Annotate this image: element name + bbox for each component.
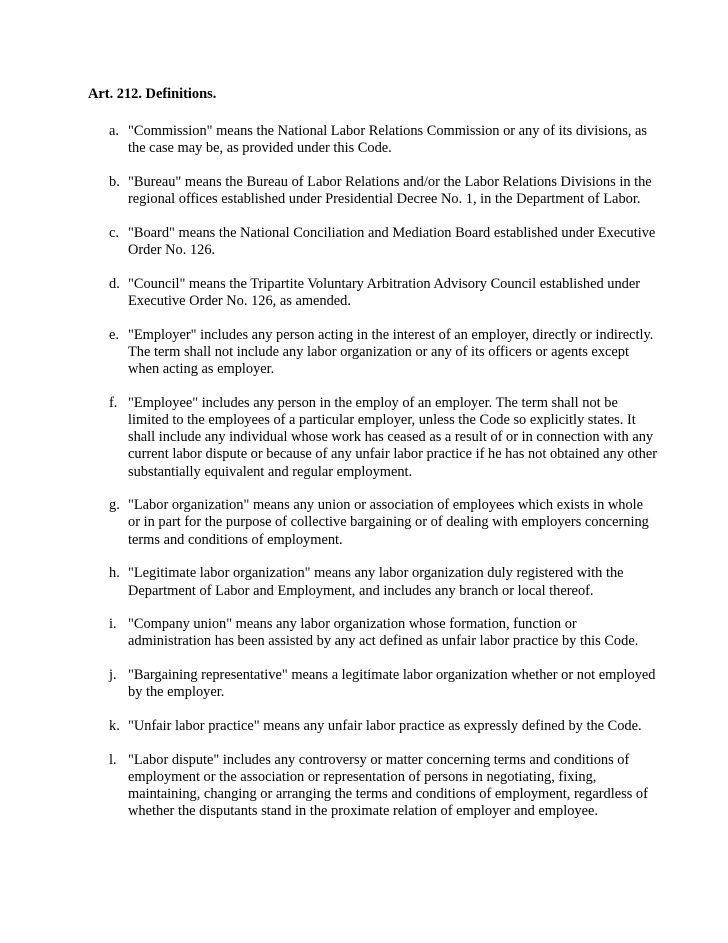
definition-item-c: [88, 225, 658, 259]
definition-item-b: [88, 174, 658, 208]
definition-item-h: [88, 565, 658, 599]
list-marker: h.: [109, 565, 120, 582]
list-marker: i.: [109, 616, 117, 633]
definition-item-g: [88, 497, 658, 549]
definition-item-a: [88, 123, 658, 157]
definition-text: "Bureau" means the Bureau of Labor Relations and/or the Labor Relations Divisions in the regional offices established under Presidential Decree No. 1, in the Department of Labor.: [128, 173, 652, 208]
definition-item-k: [88, 718, 658, 735]
list-marker: l.: [109, 751, 117, 768]
definition-text: "Employee" includes any person in the employ of an employer. The term shall not be limited to the employees of a particular employer, unless the Code so explicitly states. It shall include any individual whose work has ceased as a result of or in connection with any current labor dispute or because of any unfair labor practice if he has not obtained any other substantially equivalent and regular employment.: [128, 394, 658, 480]
definition-text: "Unfair labor practice" means any unfair labor practice as expressly defined by the Code.: [128, 718, 642, 735]
list-marker: j.: [109, 667, 117, 684]
definition-text: "Council" means the Tripartite Voluntary Arbitration Advisory Council established under Executive Order No. 126, as amended.: [128, 275, 641, 309]
list-marker: a.: [109, 123, 119, 139]
definition-text: "Commission" means the National Labor Relations Commission or any of its divisions, as the case may be, as provided under this Code.: [128, 123, 647, 157]
definition-text: "Board" means the National Conciliation and Mediation Board established under Executive Order No. 126.: [128, 224, 656, 259]
definition-item-d: [88, 276, 658, 310]
list-marker: g.: [109, 497, 120, 514]
definition-item-f: [88, 395, 658, 481]
definition-text: "Bargaining representative" means a legitimate labor organization whether or not employed by the employer.: [128, 667, 656, 701]
document-page: [88, 85, 658, 837]
article-heading: Art. 212. Definitions.: [88, 86, 217, 102]
definition-text: "Labor dispute" includes any controversy or matter concerning terms and conditions of employment or the association or representation of persons in negotiating, fixing, maintaining, changing or arranging the terms and conditions of employment, regardless of whether the disputants stand in the proximate relation of employer and employee.: [128, 751, 648, 820]
list-marker: c.: [109, 224, 119, 241]
definition-item-j: [88, 667, 658, 701]
definition-text: "Company union" means any labor organization whose formation, function or administration has been assisted by any act defined as unfair labor practice by this Code.: [128, 616, 639, 650]
definition-item-i: [88, 616, 658, 650]
definition-text: "Labor organization" means any union or association of employees which exists in whole or in part for the purpose of collective bargaining or of dealing with employers concerning terms and conditions of employment.: [128, 497, 649, 548]
list-marker: e.: [109, 326, 119, 343]
list-marker: k.: [109, 718, 120, 735]
definition-item-e: [88, 327, 658, 379]
list-marker: b.: [109, 173, 120, 190]
list-marker: f.: [109, 394, 118, 411]
definitions-list: [88, 123, 658, 821]
definition-item-l: [88, 752, 658, 821]
definition-text: "Legitimate labor organization" means any labor organization duly registered with the Department of Labor and Employment, and includes any branch or local thereof.: [128, 565, 624, 599]
definition-text: "Employer" includes any person acting in the interest of an employer, directly or indirectly. The term shall not include any labor organization or any of its officers or agents except when acting as employer.: [128, 326, 654, 378]
list-marker: d.: [109, 275, 120, 292]
